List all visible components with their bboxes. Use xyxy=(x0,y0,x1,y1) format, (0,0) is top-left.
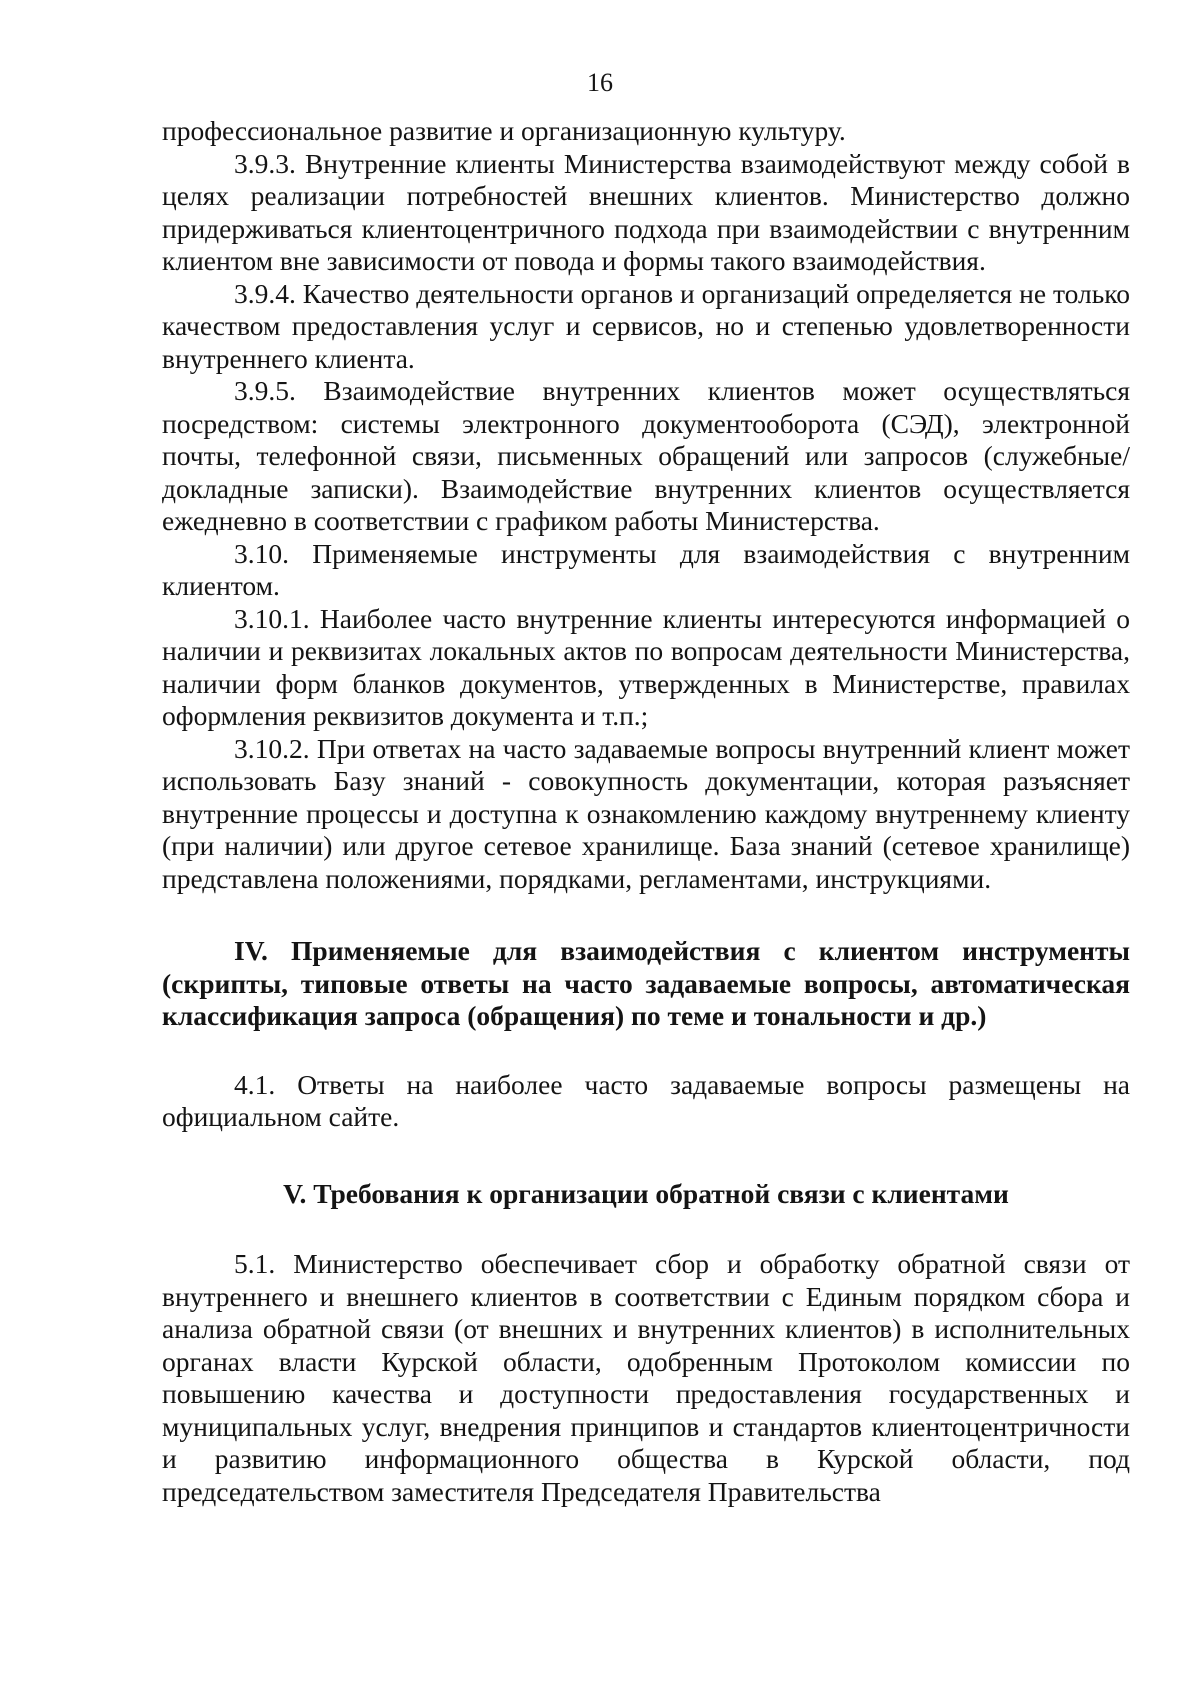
paragraph-3-10-1: 3.10.1. Наиболее часто внутренние клиенты интересуются информацией о наличии и реквизитах локальных актов по вопросам деятельности Министерства, наличии форм бланков документов, утвержденных в Министерстве, правилах оформления реквизитов документа и т.п.; xyxy=(162,602,1130,731)
paragraph-3-9-3: 3.9.3. Внутренние клиенты Министерства взаимодействуют между собой в целях реализации потребностей внешних клиентов. Министерство должно придерживаться клиентоцентричного подхода при взаимодействии с внутренним клиентом вне зависимости от повода и формы такого взаимодействия. xyxy=(162,147,1130,276)
paragraph-3-9-5: 3.9.5. Взаимодействие внутренних клиентов может осуществляться посредством: системы электронного документооборота (СЭД), электронной почты, телефонной связи, письменных обращений или запросов (служебные/докладные записки). Взаимодействие внутренних клиентов осуществляется ежедневно в соответствии с графиком работы Министерства. xyxy=(162,375,1130,536)
section-5-heading: V. Требования к организации обратной связи с клиентами xyxy=(283,1177,1009,1209)
section-4-heading: IV. Применяемые для взаимодействия с клиентом инструменты (скрипты, типовые ответы на часто задаваемые вопросы, автоматическая классификация запроса (обращения) по теме и тональности и др.) xyxy=(162,935,1130,1031)
paragraph-4-1: 4.1. Ответы на наиболее часто задаваемые вопросы размещены на официальном сайте. xyxy=(162,1068,1130,1132)
paragraph-continuation: профессиональное развитие и организационную культуру. xyxy=(162,115,846,146)
paragraph-5-1: 5.1. Министерство обеспечивает сбор и обработку обратной связи от внутреннего и внешнего клиентов в соответствии с Единым порядком сбора и анализа обратной связи (от внешних и внутренних клиентов) в исполнительных органах власти Курской области, одобренным Протоколом комиссии по повышению качества и доступности предоставления государственных и муниципальных услуг, внедрения принципов и стандартов клиентоцентричности и развитию информационного общества в Курской области, под председательством заместителя Председателя Правительства xyxy=(162,1248,1130,1507)
paragraph-3-10: 3.10. Применяемые инструменты для взаимодействия с внутренним клиентом. xyxy=(162,537,1130,601)
document-body xyxy=(162,115,1130,1508)
paragraph-3-9-4: 3.9.4. Качество деятельности органов и организаций определяется не только качеством предоставления услуг и сервисов, но и степенью удовлетворенности внутреннего клиента. xyxy=(162,277,1130,374)
page-number: 16 xyxy=(587,68,613,97)
paragraph-3-10-2: 3.10.2. При ответах на часто задаваемые вопросы внутренний клиент может использовать Базу знаний - совокупность документации, которая разъясняет внутренние процессы и доступна к ознакомлению каждому внутреннему клиенту (при наличии) или другое сетевое хранилище. База знаний (сетевое хранилище) представлена положениями, порядками, регламентами, инструкциями. xyxy=(162,732,1130,894)
